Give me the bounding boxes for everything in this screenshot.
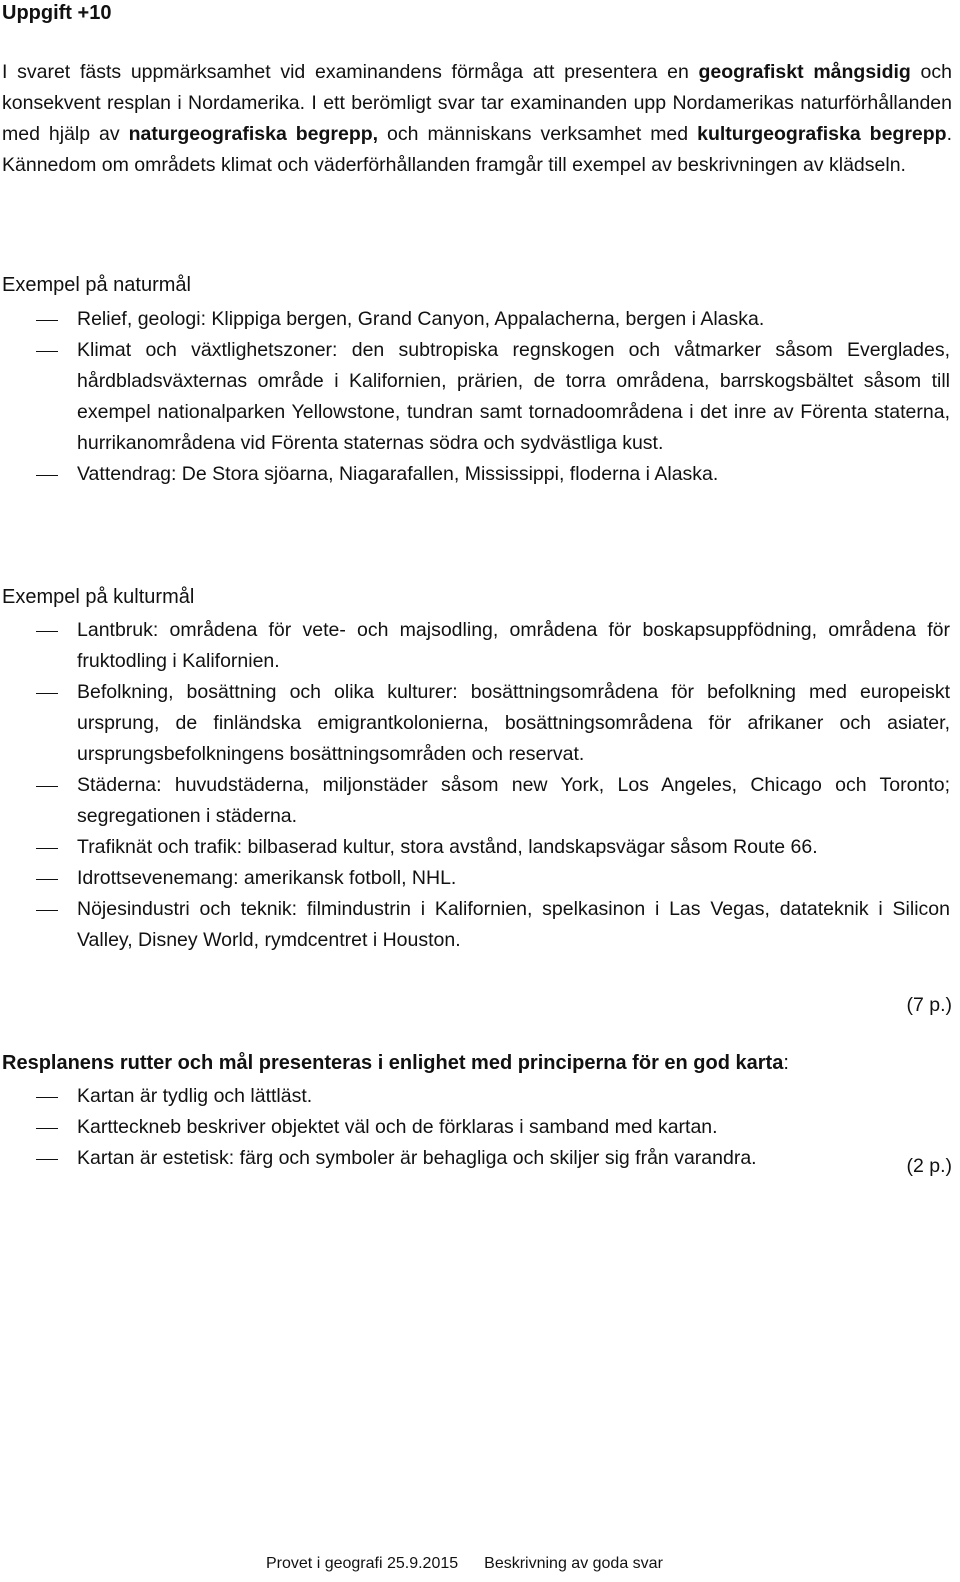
- dash-marker: [36, 351, 58, 352]
- intro-bold-1: geografiskt mångsidig: [698, 61, 911, 83]
- list-item-text: Lantbruk: områdena för vete- och majsodling, områdena för boskapsuppfödning, områdena för fruktodling i Kalifornien.: [77, 619, 950, 672]
- karta-list: [0, 1081, 950, 1174]
- intro-text-1: I svaret fästs uppmärksamhet vid examinandens förmåga att presentera en: [2, 61, 699, 83]
- list-item-text: Nöjesindustri och teknik: filmindustrin i Kalifornien, spelkasinon i Las Vegas, datateknik i Silicon Valley, Disney World, rymdcentret i Houston.: [77, 898, 950, 951]
- karta-heading: [2, 1050, 789, 1076]
- list-item-text: Kartan är estetisk: färg och symboler är behagliga och skiljer sig från varandra.: [77, 1147, 757, 1169]
- list-item-text: Kartteckneb beskriver objektet väl och de förklaras i samband med kartan.: [77, 1116, 718, 1138]
- dash-marker: [36, 786, 58, 787]
- list-item: [0, 677, 950, 770]
- list-item: [0, 894, 950, 956]
- list-item-text: Befolkning, bosättning och olika kulturer: bosättningsområdena för befolkning med europeiskt ursprung, de finländska emigrantkolonierna, bosättningsområdena för afrikaner och asiater, ursprungsbefolkningens bosättningsområden och reservat.: [77, 681, 950, 765]
- list-item: [0, 770, 950, 832]
- list-item: [0, 1112, 950, 1143]
- page-title: Uppgift +10: [2, 2, 112, 24]
- karta-heading-tail: :: [783, 1052, 789, 1074]
- intro-bold-2: naturgeografiska begrepp,: [128, 123, 379, 145]
- karta-points: (2 p.): [906, 1155, 952, 1177]
- list-item-text: Kartan är tydlig och lättläst.: [77, 1085, 313, 1107]
- dash-marker: [36, 1128, 58, 1129]
- list-item-text: Relief, geologi: Klippiga bergen, Grand Canyon, Appalacherna, bergen i Alaska.: [77, 308, 765, 330]
- footer-left: Provet i geografi 25.9.2015: [266, 1555, 459, 1572]
- natur-list: [0, 304, 950, 490]
- list-item-text: Idrottsevenemang: amerikansk fotboll, NHL.: [77, 867, 457, 889]
- list-item: [0, 1081, 950, 1112]
- karta-heading-bold: Resplanens rutter och mål presenteras i enlighet med principerna för en god karta: [2, 1052, 784, 1074]
- list-item-text: Klimat och växtlighetszoner: den subtropiska regnskogen och våtmarker såsom Everglades, hårdbladsväxternas område i Kalifornien, prärien, de torra områdena, barrskogsbältet såsom till exempel nationalparken Yellowstone, tundran samt tornadoområdena i det inre av Förenta staterna, hurrikanområdena vid Förenta staternas södra och sydvästliga kust.: [77, 339, 950, 454]
- list-item: [0, 335, 950, 459]
- list-item: [0, 863, 950, 894]
- list-item-text: Trafiknät och trafik: bilbaserad kultur, stora avstånd, landskapsvägar såsom Route 66.: [77, 836, 818, 858]
- list-item-text: Vattendrag: De Stora sjöarna, Niagarafallen, Mississippi, floderna i Alaska.: [77, 463, 719, 485]
- intro-paragraph: [2, 57, 952, 181]
- list-item: [0, 615, 950, 677]
- kultur-heading: Exempel på kulturmål: [2, 586, 195, 608]
- footer-right: Beskrivning av goda svar: [484, 1555, 663, 1572]
- dash-marker: [36, 475, 58, 476]
- dash-marker: [36, 1097, 58, 1098]
- list-item-text: Städerna: huvudstäderna, miljonstäder såsom new York, Los Angeles, Chicago och Toronto; segregationen i städerna.: [77, 774, 950, 827]
- dash-marker: [36, 910, 58, 911]
- dash-marker: [36, 848, 58, 849]
- page-footer: [266, 1554, 663, 1574]
- list-item: [0, 1143, 950, 1174]
- kultur-list: [0, 615, 950, 956]
- dash-marker: [36, 631, 58, 632]
- dash-marker: [36, 879, 58, 880]
- list-item: [0, 304, 950, 335]
- intro-text-4: . Kännedom om områdets klimat och väderförhållanden framgår till exempel av beskrivningen av klädseln.: [2, 123, 953, 176]
- natur-heading: Exempel på naturmål: [2, 274, 191, 296]
- intro-text-3: och människans verksamhet med: [378, 123, 698, 145]
- intro-text-2: och konsekvent resplan i Nordamerika. I ett berömligt svar tar examinanden upp Nordamerikas naturförhållanden med hjälp av: [2, 61, 952, 145]
- intro-bold-3: kulturgeografiska begrepp: [697, 123, 947, 145]
- dash-marker: [36, 693, 58, 694]
- list-item: [0, 832, 950, 863]
- dash-marker: [36, 1159, 58, 1160]
- kultur-points: (7 p.): [906, 994, 952, 1016]
- dash-marker: [36, 320, 58, 321]
- list-item: [0, 459, 950, 490]
